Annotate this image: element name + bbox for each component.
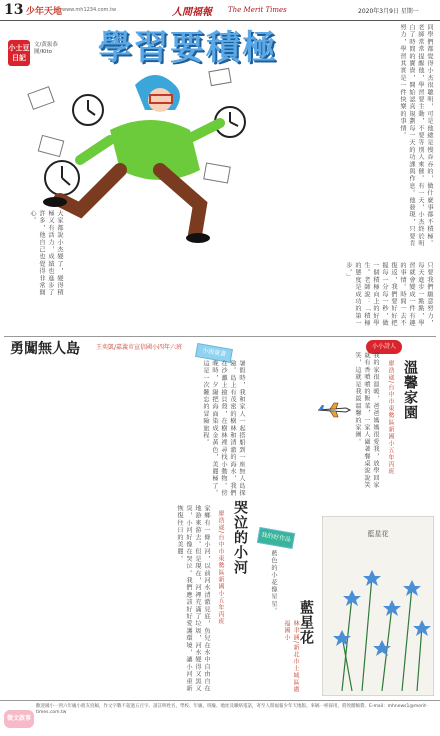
painting-caption: 藍星花 [367,530,389,538]
feature-byline: 文/黃振恭 圖/Kito [34,42,58,55]
poem-tag-poet: 小小詩人 [366,340,402,354]
newspaper-logo-en: The Merit Times [228,6,287,14]
story-body-river: 家鄉有一條小河，以前河水清澈見底，魚兒在水中自由自在地游來游去。但是現在，河裡充滿了垃圾，河水變得又黑又臭，小河好像在哭泣。我們應該好好愛護環境，讓小河重新恢復往日的美麗。 [176,505,210,693]
footer-notice: 歡迎國小一到六年級小朋友投稿，作文字數不超過五百字。請註明姓名、學校、年級、班級、地址及聯絡電話，寄至人間福報少年天地版。來稿一經採用，將致贈稿費。E-mail：mhnews1@merit-times.com.tw [36,704,428,715]
story-tag-island: 小說童畫 [195,343,233,363]
feature-title: 學習要積極 [98,28,278,68]
story-author-river: 廖浩崴/台中市東勢區新國小五年丙班 [217,510,224,626]
running-boy-icon [43,75,220,243]
feature-body-text-3: 只要我們願意努力，每天進步一點點，學習就會變成一件有趣的事情。時間一去不復返，我們要好好把握每一分每一秒，做一個積極向上的好學生。老師說：「積極的態度是成功的第一步。」 [345,262,433,327]
poem-body-bluestar: 藍色的小花像星星。 [270,550,277,615]
feature-body-text-1: 同學們都覺得小杰很聰明，可是他總是慢吞吞的，做什麼事都不積極。老師常常提醒他，學習要主動，不要等別人來催。有一天，小杰終於明白了時間的寶貴，開始認真規劃每一天的功課與作息。他發現，只要肯努力，學習其實是一件快樂的事情。 [399,24,433,248]
airplane-icon [316,402,352,418]
poem-body-home: 我的家很溫暖，爸爸媽媽很愛我，放學回家就有香噴噴的飯菜，一家人圍著餐桌說說笑笑，這就是我最溫馨的家園。 [354,352,379,489]
poem-title-home: 溫馨家園 [402,360,418,420]
website-link[interactable]: www.mh1234.com.tw [62,7,117,13]
footer-badge: 徵文啟事 [4,710,34,728]
page-number: 13 [4,2,24,18]
story-author-island: 王奕凱/嘉義市宣信國小四年六班 [96,344,183,351]
feature-body-text-2: 大家都說小杰變了，變得積極又有活力，成績也進步了許多，他自己也覺得非常開心。 [29,210,63,297]
bluestar-flower-painting [322,516,434,696]
clock-icon [73,95,103,125]
story-title-island: 勇闖無人島 [10,341,80,357]
poem-author-home: 廖浩崴/台中市東勢區新國小五年丙班 [387,360,394,476]
column-badge: 小士豆日記 [8,40,30,66]
poem-title-bluestar: 藍星花 [298,600,314,645]
clock-icon [45,161,79,195]
section-divider [4,336,436,337]
newspaper-logo: 人間福報 [172,7,212,18]
poem-author-bluestar: 林聿涵/新北市土城區廣福國小 [283,620,299,694]
issue-date: 2020年3月9日 星期一 [358,8,419,15]
story-body-island: 暑假時，我和家人一起搭船到一座無人島探險。島上有茂密的樹林和清澈的海水，我們在沙灘上撿貝殼，在樹林裡尋找小動物。傍晚時，夕陽把海面染成金黃色，美麗極了。這是一次難忘的冒險旅程。 [202,360,245,497]
story-title-river: 哭泣的小河 [232,500,248,575]
poem-tag-good-work: 我的好作品 [257,527,295,549]
section-title: 少年天地 [26,7,63,17]
